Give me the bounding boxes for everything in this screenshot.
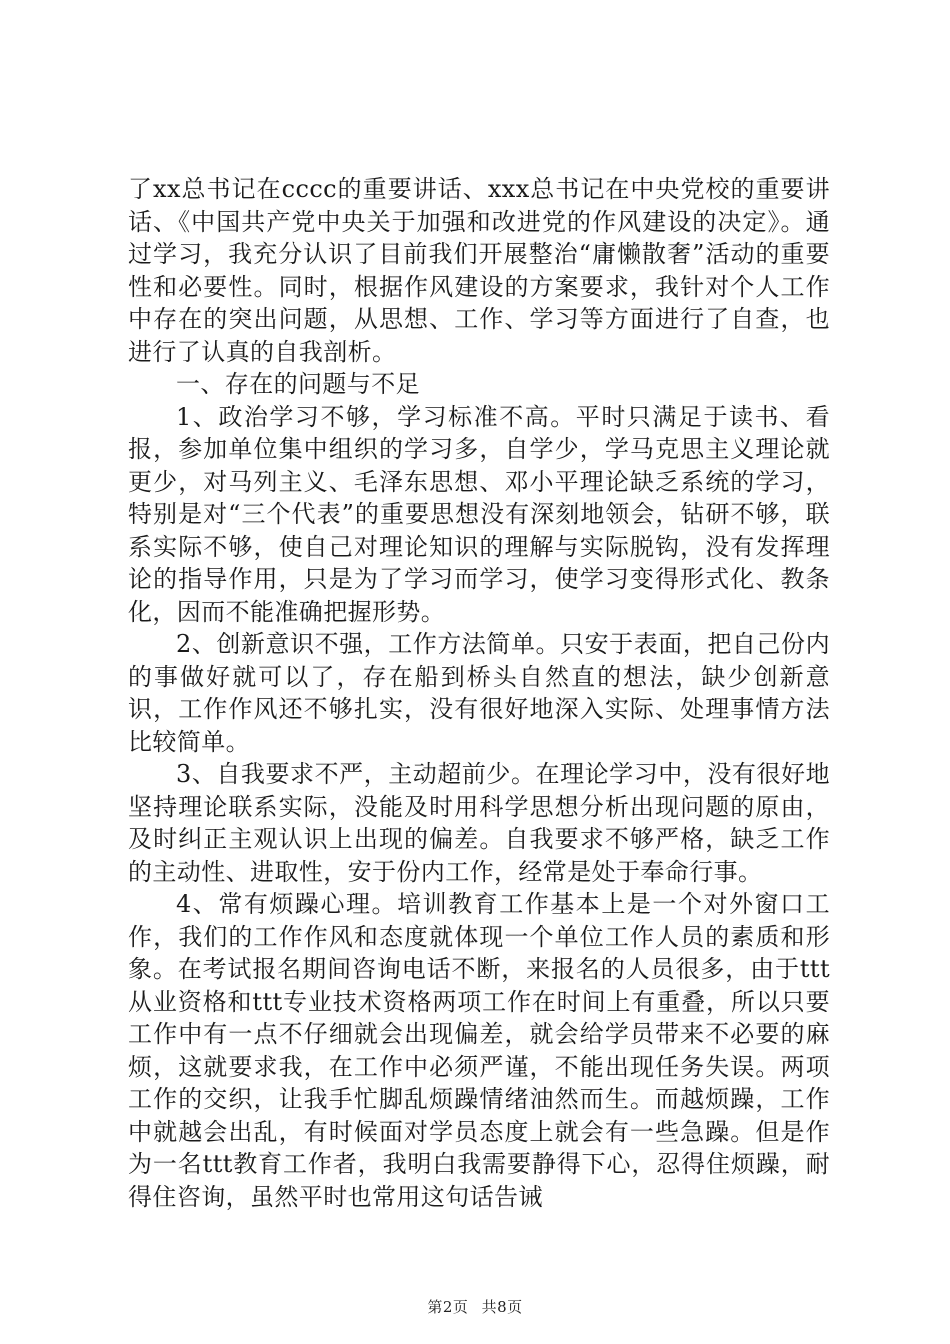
paragraph-item-2: 2、创新意识不强，工作方法简单。只安于表面，把自己份内的事做好就可以了，存在船到桥头自然直的想法，缺少创新意识，工作作风还不够扎实，没有很好地深入实际、处理事情方法比较简单。 — [128, 630, 830, 756]
paragraph-item-3: 3、自我要求不严，主动超前少。在理论学习中，没有很好地坚持理论联系实际，没能及时用科学思想分析出现问题的原由，及时纠正主观认识上出现的偏差。自我要求不够严格，缺乏工作的主动性、进取性，安于份内工作，经常是处于奉命行事。 — [128, 760, 830, 886]
page-footer — [0, 1296, 950, 1317]
page-number: 第2页 — [427, 1298, 469, 1316]
paragraph-item-1: 1、政治学习不够，学习标准不高。平时只满足于读书、看报，参加单位集中组织的学习多，自学少，学马克思主义理论就更少，对马列主义、毛泽东思想、邓小平理论缺乏系统的学习，特别是对“三个代表”的重要思想没有深刻地领会，钻研不够，联系实际不够，使自己对理论知识的理解与实际脱钩，没有发挥理论的指导作用，只是为了学习而学习，使学习变得形式化、教条化，因而不能准确把握形势。 — [128, 402, 830, 626]
document-body — [128, 173, 830, 1213]
paragraph-item-4: 4、常有烦躁心理。培训教育工作基本上是一个对外窗口工作，我们的工作作风和态度就体现一个单位工作人员的素质和形象。在考试报名期间咨询电话不断，来报名的人员很多，由于ttt从业资格和ttt专业技术资格两项工作在时间上有重叠，所以只要工作中有一点不仔细就会出现偏差，就会给学员带来不必要的麻烦，这就要求我，在工作中必须严谨，不能出现任务失误。两项工作的交织，让我手忙脚乱烦躁情绪油然而生。而越烦躁，工作中就越会出乱，有时候面对学员态度上就会有一些急躁。但是作为一名ttt教育工作者，我明白我需要静得下心，忍得住烦躁，耐得住咨询，虽然平时也常用这句话告诫 — [128, 890, 830, 1211]
section-heading-problems: 一、存在的问题与不足 — [176, 370, 420, 398]
page-total: 共8页 — [481, 1298, 523, 1316]
paragraph-intro-continuation: 了xx总书记在cccc的重要讲话、xxx总书记在中央党校的重要讲话、《中国共产党中央关于加强和改进党的作风建设的决定》。通过学习，我充分认识了目前我们开展整治“庸懒散奢”活动的重要性和必要性。同时，根据作风建设的方案要求，我针对个人工作中存在的突出问题，从思想、工作、学习等方面进行了自查，也进行了认真的自我剖析。 — [128, 175, 830, 366]
